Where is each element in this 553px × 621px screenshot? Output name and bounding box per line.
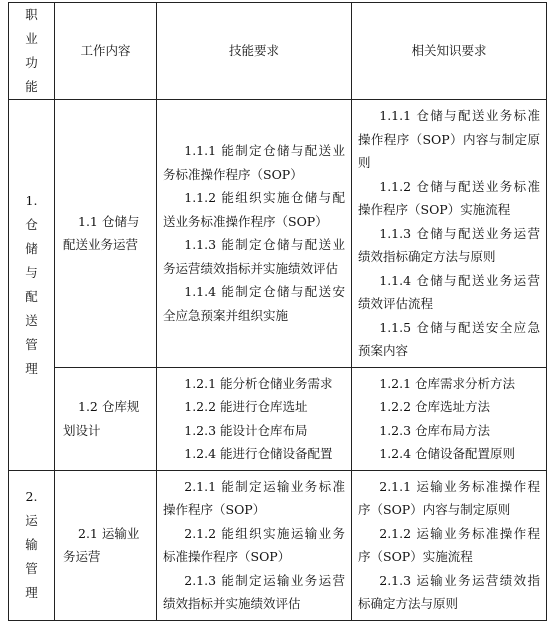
knowledge-item: 1.1.2 仓储与配送业务标准操作程序（SOP）实施流程 [358, 178, 540, 217]
work-label: 1.1 仓储与配送业务运营 [63, 213, 140, 253]
work-cell [55, 100, 157, 368]
skill-item: 1.1.2 能组织实施仓储与配送业务标准操作程序（SOP） [163, 190, 345, 229]
knowledge-cell [352, 367, 547, 470]
table-header [9, 3, 547, 100]
skill-cell [157, 100, 352, 368]
knowledge-item: 2.1.1 运输业务标准操作程序（SOP）内容与制定原则 [358, 478, 540, 517]
skill-requirements-table [8, 2, 547, 621]
skill-item: 2.1.2 能组织实施运输业务标准操作程序（SOP） [163, 525, 345, 564]
table-row [9, 100, 547, 368]
header-row [9, 3, 547, 100]
skill-item: 2.1.1 能制定运输业务标准操作程序（SOP） [163, 478, 345, 517]
header-func-label: 职业功能 [25, 7, 38, 94]
knowledge-item: 1.2.3 仓库布局方法 [379, 422, 491, 438]
skill-cell [157, 367, 352, 470]
knowledge-item: 1.1.5 仓储与配送安全应急预案内容 [358, 319, 540, 358]
knowledge-item: 1.1.3 仓储与配送业务运营绩效指标确定方法与原则 [358, 225, 540, 264]
func-label: 1.仓储与配送管理 [25, 192, 38, 376]
knowledge-item: 1.2.1 仓库需求分析方法 [379, 375, 516, 391]
skill-cell [157, 470, 352, 620]
skill-item: 1.2.3 能设计仓库布局 [184, 422, 308, 438]
skill-item: 1.1.1 能制定仓储与配送业务标准操作程序（SOP） [163, 143, 345, 182]
skill-item: 1.2.4 能进行仓储设备配置 [184, 446, 333, 461]
knowledge-cell [352, 470, 547, 620]
func-label: 2.运输管理 [25, 489, 38, 600]
header-work: 工作内容 [55, 3, 157, 100]
skill-item: 2.1.3 能制定运输业务运营绩效指标并实施绩效评估 [163, 572, 345, 611]
knowledge-cell [352, 100, 547, 368]
table-row [9, 470, 547, 620]
header-knowledge: 相关知识要求 [352, 3, 547, 100]
knowledge-item: 1.2.4 仓储设备配置原则 [379, 446, 516, 461]
work-label: 2.1 运输业务运营 [63, 525, 140, 564]
skill-item: 1.2.2 能进行仓库选址 [184, 399, 308, 414]
skill-item: 1.2.1 能分析仓储业务需求 [184, 375, 333, 391]
header-func [9, 3, 55, 100]
header-skill: 技能要求 [157, 3, 352, 100]
work-label: 1.2 仓库规划设计 [63, 399, 140, 438]
knowledge-item: 2.1.3 运输业务运营绩效指标确定方法与原则 [358, 572, 540, 611]
work-cell [55, 367, 157, 470]
knowledge-item: 1.2.2 仓库选址方法 [379, 399, 491, 414]
func-cell-2 [9, 470, 55, 620]
knowledge-item: 2.1.2 运输业务标准操作程序（SOP）实施流程 [358, 525, 540, 564]
func-cell-1 [9, 100, 55, 471]
knowledge-item: 1.1.4 仓储与配送业务运营绩效评估流程 [358, 272, 540, 311]
work-cell [55, 470, 157, 620]
skill-item: 1.1.4 能制定仓储与配送安全应急预案并组织实施 [163, 284, 345, 323]
table-row [9, 367, 547, 470]
skill-item: 1.1.3 能制定仓储与配送业务运营绩效指标并实施绩效评估 [163, 237, 345, 276]
knowledge-item: 1.1.1 仓储与配送业务标准操作程序（SOP）内容与制定原则 [358, 108, 540, 170]
